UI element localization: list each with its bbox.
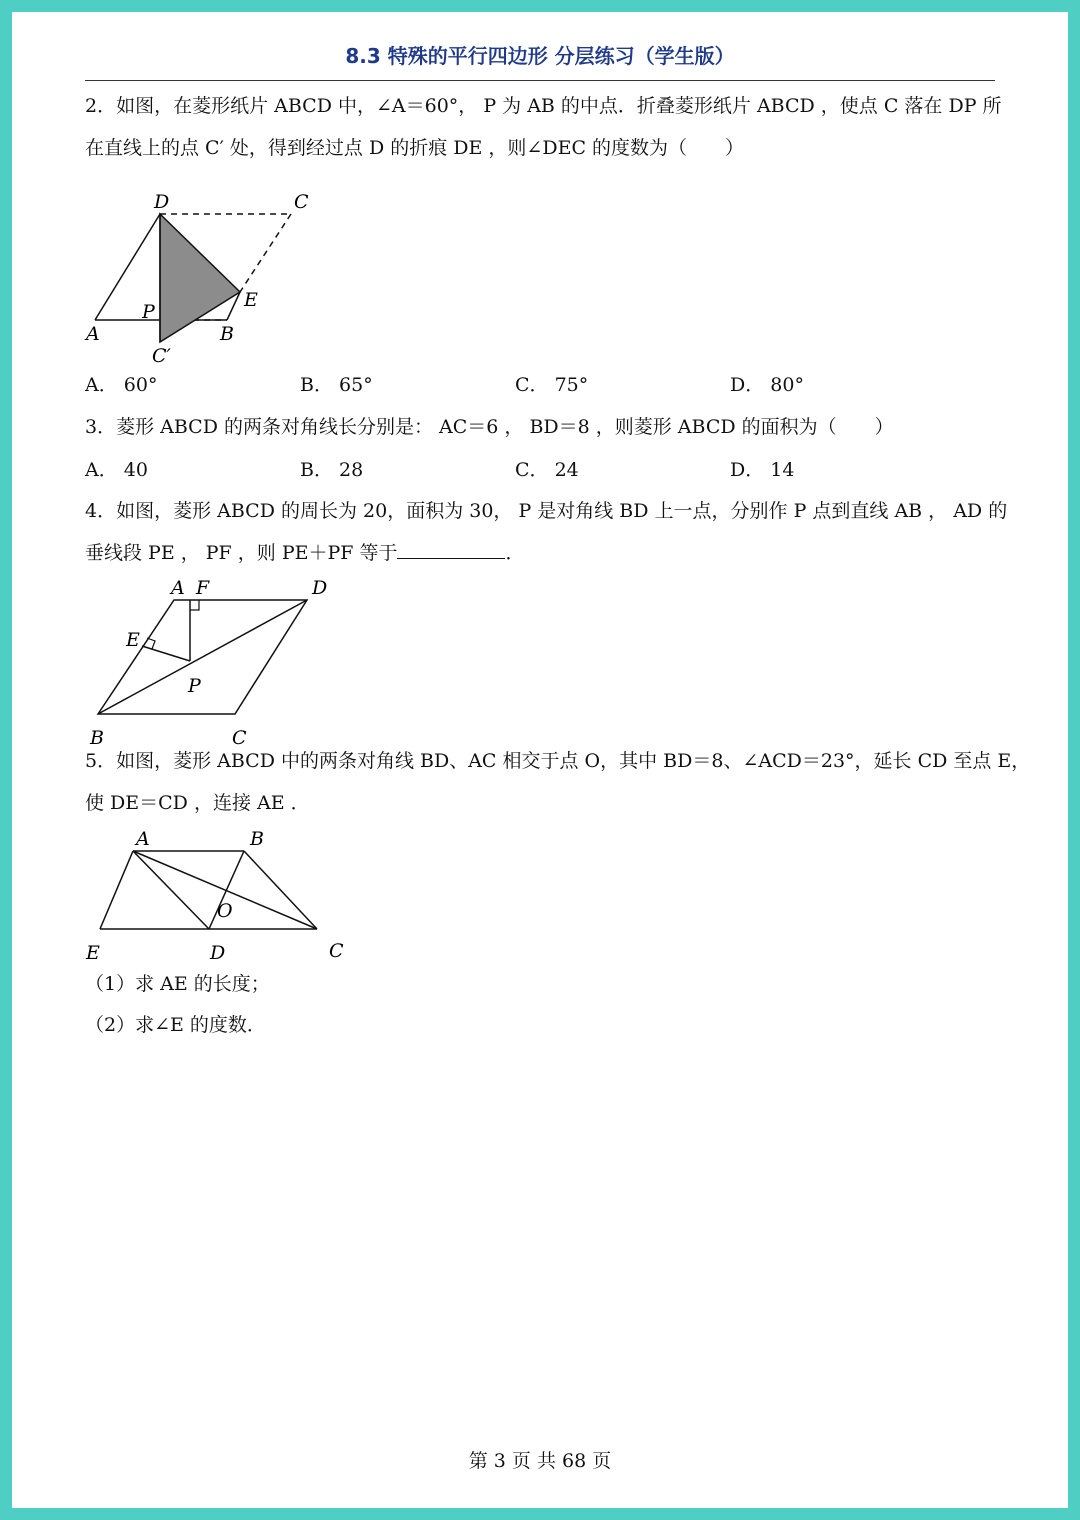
q2-option-b: B． 65° (300, 374, 373, 396)
q4-diagonal-bd (98, 600, 307, 714)
q5-text-line2: 使 DE＝CD ，连接 AE ． (85, 792, 310, 814)
q4-label-a: A (171, 577, 185, 599)
q5-edge-bc (244, 851, 317, 929)
q4-label-f: F (196, 577, 210, 599)
q2-option-d: D． 80° (730, 374, 804, 396)
q5-text-line1: 5．如图，菱形 ABCD 中的两条对角线 BD、AC 相交于点 O，其中 BD＝8、∠ACD＝23°，延长 CD 至点 E， (85, 750, 1031, 772)
q3-option-c: C． 24 (515, 459, 579, 481)
q2-text-line2: 在直线上的点 C′ 处，得到经过点 D 的折痕 DE ，则∠DEC 的度数为（ ） (85, 137, 745, 159)
q5-figure (72, 827, 362, 967)
q2-label-c-prime: C′ (152, 345, 171, 367)
q2-label-c: C (294, 191, 309, 213)
q2-label-e: E (244, 289, 258, 311)
q4-figure (82, 572, 342, 747)
q2-option-a: A． 60° (85, 374, 158, 396)
page-header-title: 8.3 特殊的平行四边形 分层练习（学生版） (345, 44, 735, 68)
q5-sub-question-1: （1）求 AE 的长度； (85, 973, 270, 995)
q4-answer-blank[interactable] (397, 540, 505, 559)
q5-label-a: A (136, 828, 150, 850)
q5-label-b: B (250, 828, 264, 850)
q5-sub-question-2: （2）求∠E 的度数． (85, 1014, 266, 1036)
q3-option-a: A． 40 (85, 459, 148, 481)
q5-label-o: O (217, 900, 233, 922)
q4-label-c: C (232, 727, 247, 747)
q5-edge-ad (133, 851, 209, 929)
q2-figure (72, 172, 332, 372)
document-page (12, 12, 1068, 1508)
q2-text-line1: 2．如图，在菱形纸片 ABCD 中，∠A＝60°， P 为 AB 的中点．折叠菱形纸片 ABCD ，使点 C 落在 DP 所 (85, 95, 1002, 117)
q5-label-e: E (86, 942, 100, 964)
page-footer-number: 第 3 页 共 68 页 (468, 1450, 612, 1472)
q2-edge-ce-dashed (240, 214, 291, 292)
q2-option-c: C． 75° (515, 374, 589, 396)
q4-label-b: B (90, 727, 104, 747)
q5-label-c: C (329, 940, 344, 962)
q2-label-a: A (86, 323, 100, 345)
q4-text-line1: 4．如图，菱形 ABCD 的周长为 20，面积为 30， P 是对角线 BD 上一点，分别作 P 点到直线 AB ， AD 的 (85, 500, 1008, 522)
q5-label-d: D (210, 942, 226, 964)
q4-label-p: P (188, 675, 201, 697)
header-divider (85, 80, 995, 81)
q2-label-d: D (154, 191, 170, 213)
q4-segment-pe (142, 646, 190, 661)
q4-text-line2: 垂线段 PE ， PF ，则 PE＋PF 等于 ． (85, 542, 525, 564)
q4-label-d: D (312, 577, 328, 599)
q4-right-angle-f (190, 600, 199, 610)
q5-segment-ae (100, 851, 133, 929)
q3-option-b: B． 28 (300, 459, 364, 481)
q3-text-line1: 3．菱形 ABCD 的两条对角线长分别是： AC＝6 ， BD＝8 ，则菱形 ABCD 的面积为（ ） (85, 416, 894, 438)
q2-label-p: P (142, 301, 155, 323)
q2-label-b: B (220, 323, 234, 345)
q3-option-d: D． 14 (730, 459, 795, 481)
q4-label-e: E (126, 629, 140, 651)
